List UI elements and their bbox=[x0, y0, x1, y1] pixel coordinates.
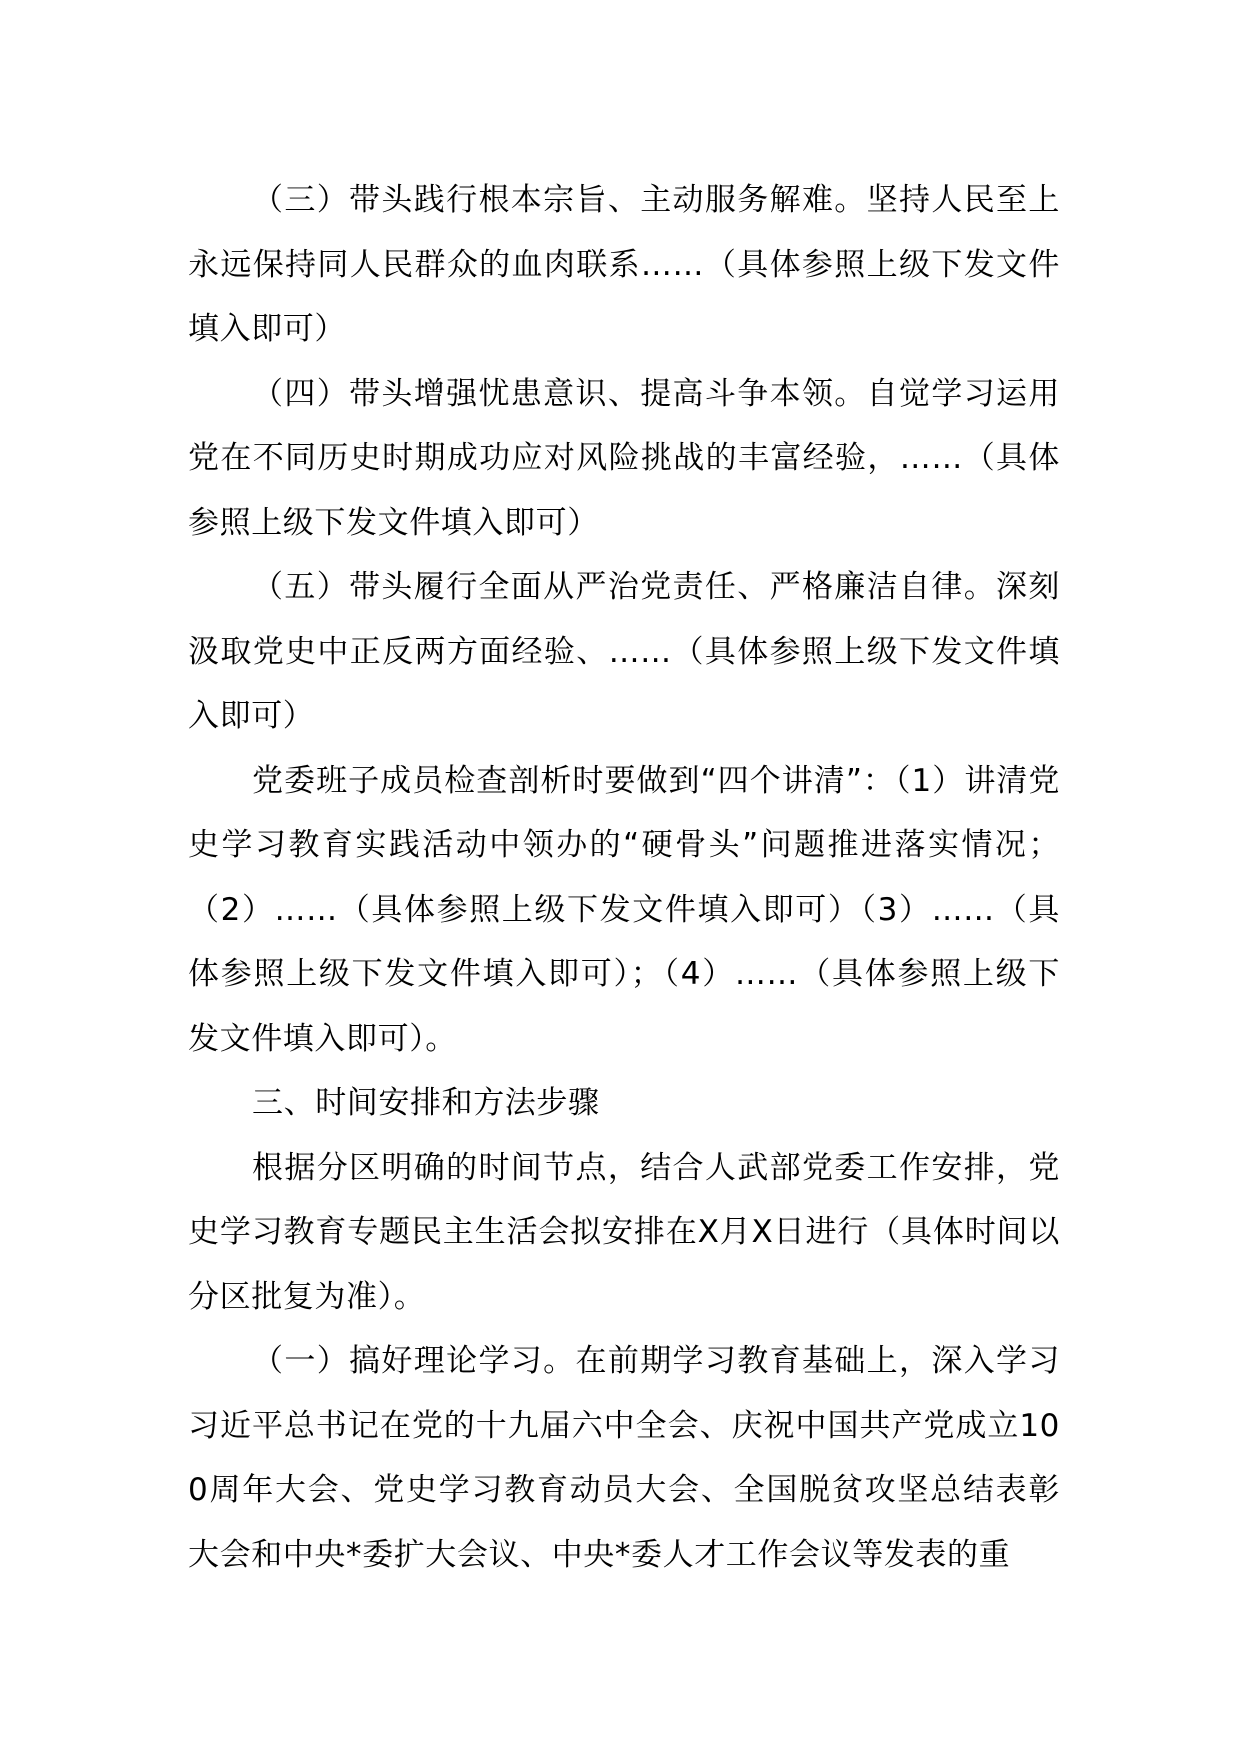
paragraph-theory-study: （一）搞好理论学习。在前期学习教育基础上，深入学习习近平总书记在党的十九届六中全会、庆祝中国共产党成立100周年大会、党史学习教育动员大会、全国脱贫攻坚总结表彰大会和中央*委扩大会议、中央*委人才工作会议等发表的重 bbox=[188, 1343, 1060, 1573]
paragraph-item-three: （三）带头践行根本宗旨、主动服务解难。坚持人民至上永远保持同人民群众的血肉联系……（具体参照上级下发文件填入即可） bbox=[188, 182, 1060, 347]
paragraph-item-five: （五）带头履行全面从严治党责任、严格廉洁自律。深刻汲取党史中正反两方面经验、……（具体参照上级下发文件填入即可） bbox=[188, 569, 1060, 734]
section-heading-schedule: 三、时间安排和方法步骤 bbox=[252, 1085, 600, 1121]
paragraph-four-clarifications: 党委班子成员检查剖析时要做到“四个讲清”：（1）讲清党史学习教育实践活动中领办的“硬骨头”问题推进落实情况；（2）……（具体参照上级下发文件填入即可）（3）……（具体参照上级下发文件填入即可）；（4）……（具体参照上级下发文件填入即可）。 bbox=[188, 762, 1060, 1057]
paragraph-schedule: 根据分区明确的时间节点，结合人武部党委工作安排，党史学习教育专题民主生活会拟安排在X月X日进行（具体时间以分区批复为准）。 bbox=[188, 1149, 1060, 1315]
document-body bbox=[188, 168, 1060, 1587]
paragraph-item-four: （四）带头增强忧患意识、提高斗争本领。自觉学习运用党在不同历史时期成功应对风险挑战的丰富经验，……（具体参照上级下发文件填入即可） bbox=[188, 375, 1060, 541]
